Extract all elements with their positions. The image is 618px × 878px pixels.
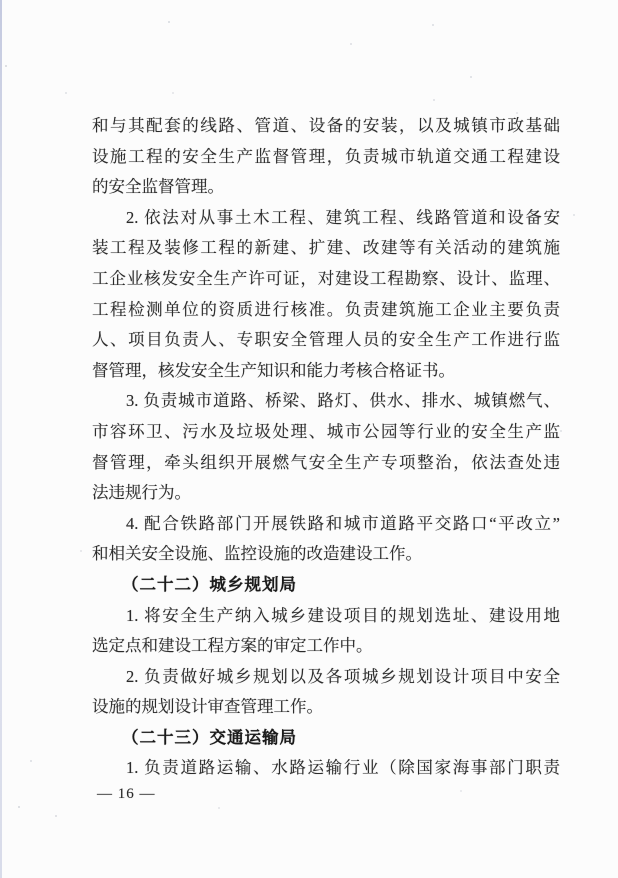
document-text-block — [92, 111, 560, 784]
text-line: 设施工程的安全生产监督管理，负责城市轨道交通工程建设 — [92, 146, 560, 166]
text-line: 市容环卫、污水及垃圾处理、城市公园等行业的安全生产监 — [92, 421, 560, 441]
text-line: 法违规行为。 — [92, 483, 191, 503]
text-line: 督管理，核发安全生产知识和能力考核合格证书。 — [92, 360, 455, 380]
text-line: 督管理，牵头组织开展燃气安全生产专项整治，依法查处违 — [92, 452, 560, 472]
section-heading-transport-bureau: （二十三）交通运输局 — [122, 727, 297, 747]
text-line: 和与其配套的线路、管道、设备的安装，以及城镇市政基础 — [92, 116, 560, 135]
text-line: 人、项目负责人、专职安全管理人员的安全生产工作进行监 — [92, 330, 560, 350]
text-line: 装工程及装修工程的新建、扩建、改建等有关活动的建筑施 — [92, 238, 560, 258]
page-number: — 16 — — [97, 786, 156, 802]
text-line: 工程检测单位的资质进行核准。负责建筑施工企业主要负责 — [92, 299, 560, 319]
text-line: 和相关安全设施、监控设施的改造建设工作。 — [92, 544, 422, 564]
text-line: 4. 配合铁路部门开展铁路和城市道路平交路口“平改立” — [126, 513, 560, 533]
text-line: 的安全监督管理。 — [92, 177, 224, 197]
text-line: 1. 负责道路运输、水路运输行业（除国家海事部门职责 — [126, 758, 560, 778]
section-heading-urban-rural-planning-bureau: （二十二）城乡规划局 — [122, 574, 297, 594]
scan-speckles — [168, 21, 170, 23]
text-line: 2. 依法对从事土木工程、建筑工程、线路管道和设备安 — [126, 207, 560, 227]
text-line: 2. 负责做好城乡规划以及各项城乡规划设计项目中安全 — [126, 666, 560, 686]
scan-edge-line — [0, 0, 2, 878]
text-line: 设施的规划设计审查管理工作。 — [92, 697, 323, 717]
text-line: 选定点和建设工程方案的审定工作中。 — [92, 636, 373, 656]
text-line: 工企业核发安全生产许可证，对建设工程勘察、设计、监理、 — [92, 268, 560, 288]
text-line: 3. 负责城市道路、桥梁、路灯、供水、排水、城镇燃气、 — [126, 391, 560, 411]
text-line: 1. 将安全生产纳入城乡建设项目的规划选址、建设用地 — [126, 605, 560, 625]
